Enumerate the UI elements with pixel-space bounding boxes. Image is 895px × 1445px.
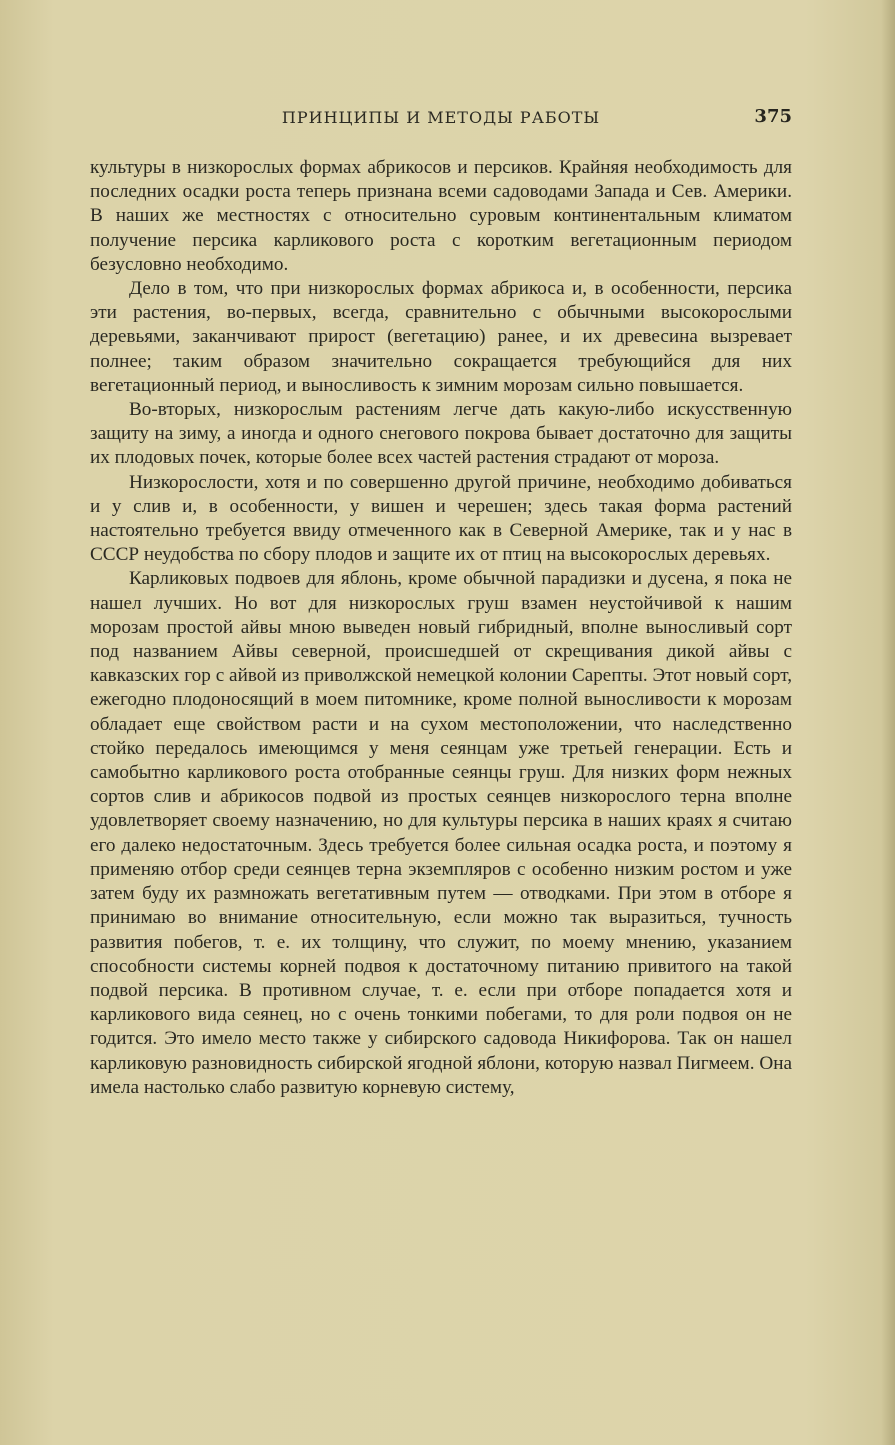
paragraph: культуры в низкорослых формах абрикосов и персиков. Крайняя необходимость для последних осадки роста теперь признана всеми садоводами Запада и Сев. Америки. В наших же местностях с относительно суровым континентальным климатом получение персика карликового роста с коротким вегетационным периодом безусловно необходимо. (90, 157, 792, 275)
paragraph: Низкорослости, хотя и по совершенно другой причине, необходимо добиваться и у слив и, в особенности, у вишен и черешен; здесь такая форма растений настоятельно требуется ввиду отмеченного как в Северной Америке, так и у нас в СССР неудобства по сбору плодов и защите их от птиц на высокорослых деревьях. (90, 471, 792, 566)
paragraph: Дело в том, что при низкорослых формах абрикоса и, в особенности, персика эти растения, во-первых, всегда, сравнительно с обычными высокорослыми деревьями, заканчивают прирост (вегетацию) ранее, и их древесина вызревает полнее; таким образом значительно сокращается требующийся для них вегетационный период, и выносливость к зимним морозам сильно повышается. (90, 278, 792, 396)
page-header (90, 108, 792, 136)
paragraph: Во-вторых, низкорослым растениям легче дать какую-либо искусственную защиту на зиму, а иногда и одного снегового покрова бывает достаточно для защиты их плодовых почек, которые более всех частей растения страдают от мороза. (90, 399, 792, 469)
body-text (90, 156, 792, 1100)
page-number: 375 (754, 106, 792, 127)
running-head: ПРИНЦИПЫ И МЕТОДЫ РАБОТЫ (281, 108, 601, 127)
page-edge-shadow (881, 0, 895, 1445)
paragraph: Карликовых подвоев для яблонь, кроме обычной парадизки и дусена, я пока не нашел лучших. Но вот для низкорослых груш взамен неустойчивой к нашим морозам простой айвы мною выведен новый гибридный, вполне выносливый сорт под названием Айвы северной, происшедшей от скрещивания дикой айвы с кавказских гор с айвой из приволжской немецкой колонии Сарепты. Этот новый сорт, ежегодно плодоносящий в моем питомнике, кроме полной выносливости к морозам обладает еще свойством расти и на сухом местоположении, что наследственно стойко передалось имеющимся у меня сеянцам уже третьей генерации. Есть и самобытно карликового роста отобранные сеянцы груш. Для низких форм нежных сортов слив и абрикосов подвой из простых сеянцев низкорослого терна вполне удовлетворяет своему назначению, но для культуры персика в наших краях я считаю его далеко недостаточным. Здесь требуется более сильная осадка роста, и поэтому я применяю отбор среди сеянцев терна экземпляров с особенно низким ростом и уже затем буду их размножать вегетативным путем — отводками. При этом в отборе я принимаю во внимание относительную, если можно так выразиться, тучность развития побегов, т. е. их толщину, что служит, по моему мнению, указанием способности системы корней подвоя к достаточному питанию привитого на такой подвой персика. В противном случае, т. е. если при отборе попадается хотя и карликового вида сеянец, но с очень тонкими побегами, то для роли подвоя он не годится. Это имело место также у сибирского садовода Никифорова. Так он нашел карликовую разновидность сибирской ягодной яблони, которую назвал Пигмеем. Она имела настолько слабо развитую корневую систему, (90, 568, 792, 1098)
